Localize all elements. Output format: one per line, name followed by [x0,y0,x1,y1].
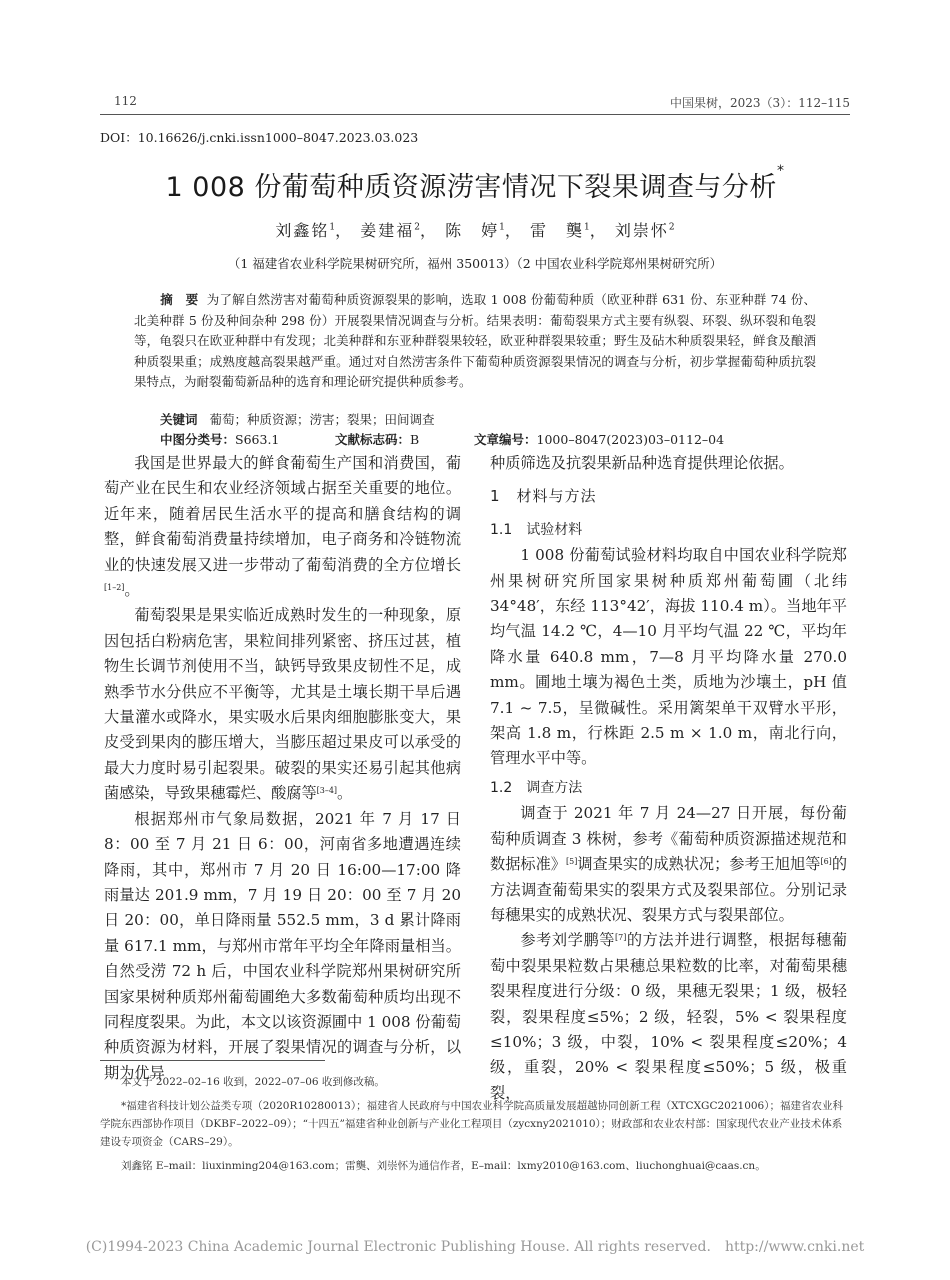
paragraph-text: 的方法并进行调整，根据每穗葡萄中裂果果粒数占果穗总果粒数的比率，对葡萄果穗裂果程度进行分级：0 级，果穗无裂果；1 级，极轻裂，裂果程度≤5%；2 级，轻裂，5% < 裂果程度≤10%；3 级，中裂，10% < 裂果程度≤20%；4 级，重裂，20% < 裂果程度≤50%；5 级，极重裂， [490,931,848,1102]
author: 刘崇怀 [614,221,669,240]
paragraph-text: 根据郑州市气象局数据，2021 年 7 月 17 日 8：00 至 7 月 21 日 6：00，河南省多地遭遇连续降雨，其中，郑州市 7 月 20 日 16:00—17:00 降雨量达 201.9 mm，7 月 19 日 20：00 至 7 月 20 日 20：00，单日降雨量 552.5 mm，3 d 累计降雨量 617.1 mm，与郑州市常年平均全年降雨量相当。自然受涝 72 h 后，中国农业科学院郑州果树研究所国家果树种质郑州葡萄圃绝大多数葡萄种质均出现不同程度裂果。为此，本文以该资源圃中 1 008 份葡萄种质资源为材料，开展了裂果情况的调查与分析，以期为优异 [104,809,461,1082]
author-list [0,218,950,241]
body-right-column [490,451,847,1106]
subsection-heading: 1.1 试验材料 [490,521,583,538]
journal-citation: 中国果树，2023（3）：112–115 [670,96,850,110]
author-affiliation-mark: 1 [499,222,505,233]
body-paragraph [104,451,461,603]
abstract-text: 为了解自然涝害对葡萄种质资源裂果的影响，选取 1 008 份葡萄种质（欧亚种群 631 份、东亚种群 74 份、北美种群 5 份及种间杂种 298 份）开展裂果情况调查与分析。结果表明：葡萄裂果方式主要有纵裂、环裂、纵环裂和龟裂等，龟裂只在欧亚种群中有发现；北美种群和东亚种群裂果较轻，欧亚种群裂果较重；野生及砧木种质裂果轻，鲜食及酿酒种质裂果重；成熟度越高裂果越严重。通过对自然涝害条件下葡萄种质资源裂果情况的调查与分析，初步掌握葡萄种质抗裂果特点，为耐裂葡萄新品种的选育和理论研究提供种质参考。 [134,292,816,389]
paragraph-text: 葡萄裂果是果实临近成熟时发生的一种现象，原因包括白粉病危害，果粒间排列紧密、挤压过甚，植物生长调节剂使用不当，缺钙导致果皮韧性不足，成熟季节水分供应不平衡等，尤其是土壤长期干旱后遇大量灌水或降水，果实吸水后果肉细胞膨胀变大，果皮受到果肉的膨压增大，当膨压超过果皮可以承受的最大力度时易引起裂果。破裂的果实还易引起其他病菌感染，导致果穗霉烂、酸腐等 [104,606,461,803]
citation: [5] [565,857,578,867]
copyright-notice: (C)1994-2023 China Academic Journal Electronic Publishing House. All rights reserved. http://www.cnki.net [85,1239,865,1255]
header-rule [100,114,850,115]
author-separator: ， [420,221,439,240]
body-paragraph: 1 008 份葡萄试验材料均取自中国农业科学院郑州果树研究所国家果树种质郑州葡萄圃（北纬 34°48′，东经 113°42′，海拔 110.4 m）。当地年平均气温 14.2 ℃，4—10 月平均气温 22 ℃，平均年降水量 640.8 mm，7—8 月平均降水量 270.0 mm。圃地土壤为褐色土类，质地为沙壤土，pH 值 7.1 ~ 7.5，呈微碱性。采用篱架单干双臂水平形，架高 1.8 m，行株距 2.5 m × 1.0 m，南北行向，管理水平中等。 [490,546,847,768]
keywords [160,410,434,428]
article-number-label: 文章编号： [474,432,537,447]
keywords-label: 关键词 [160,412,198,427]
footnote-funding: *福建省科技计划公益类专项（2020R10280013）；福建省人民政府与中国农业科学院高质量发展超越协同创新工程（XTCXGC2021006）；福建省农业科学院东西部协作项目（DKBF–2022–09）；“十四五”福建省种业创新与产业化工程项目（zycxny2021010）；财政部和农业农村部：国家现代农业产业技术体系建设专项资金（CARS–29）。 [100,1100,843,1148]
author-affiliation-mark: 1 [329,222,336,233]
document-code [335,430,419,448]
paragraph-text: 的方法调查葡萄果实的裂果方式及裂果部位。分别记录每穗果实的成熟状况、裂果方式与裂果部位。 [490,855,848,924]
author-separator: ， [589,221,608,240]
author: 陈 婷 [445,221,500,240]
author: 刘鑫铭 [275,221,330,240]
body-paragraph: 种质筛选及抗裂果新品种选育提供理论依据。 [490,454,794,472]
paragraph-end: 。 [337,784,353,803]
section-heading: 1 材料与方法 [490,487,597,506]
author-separator: ， [335,221,354,240]
paper-title [0,165,950,204]
clc-number [160,430,279,448]
doc-code-label: 文献标志码： [335,432,411,447]
paragraph-text: 参考刘学鹏等 [520,931,615,950]
citation: [1–2] [104,583,125,593]
doi: DOI：10.16626/j.cnki.issn1000–8047.2023.03.023 [100,130,419,145]
citation: [6] [820,857,832,867]
clc-value: S663.1 [235,432,280,447]
footnote-rule [100,1060,325,1061]
article-number [474,430,724,448]
footnote-contact: 刘鑫铭 E–mail：liuxinming204@163.com；雷龑、刘崇怀为通信作者，E–mail：lxmy2010@163.com、liuchonghuai@caas.cn。 [121,1160,766,1172]
author-affiliation-mark: 1 [584,222,590,233]
doc-code-value: B [410,432,420,447]
keywords-text: 葡萄；种质资源；涝害；裂果；田间调查 [209,412,435,427]
author: 雷 龑 [529,221,584,240]
author-separator: ， [504,221,523,240]
affiliations: （1 福建省农业科学院果树研究所，福州 350013）（2 中国农业科学院郑州果树研究所） [227,256,723,271]
body-left-column [104,451,461,1086]
subsection-heading: 1.2 调查方法 [490,779,583,796]
citation: [7] [614,933,627,943]
article-number-value: 1000–8047(2023)03–0112–04 [536,432,725,447]
body-paragraph [490,801,847,928]
body-paragraph [104,807,461,1086]
author-affiliation-mark: 2 [668,222,675,233]
abstract [134,290,816,393]
citation: [3–4] [316,786,338,796]
body-paragraph [104,603,461,806]
title-footnote-mark: * [776,163,785,179]
footnote-received: 本文于 2022–02–16 收到，2022–07–06 收到修改稿。 [121,1076,385,1088]
page-number: 112 [114,94,137,108]
clc-label: 中图分类号： [160,432,236,447]
footnotes [100,1073,850,1175]
paragraph-end: 。 [124,581,140,600]
author: 姜建福 [360,221,415,240]
paragraph-text: 调查果实的成熟状况；参考王旭旭等 [577,855,821,874]
title-text: 1 008 份葡萄种质资源涝害情况下裂果调查与分析 [165,172,777,203]
abstract-label: 摘 要 [160,292,199,307]
author-affiliation-mark: 2 [414,222,421,233]
paragraph-text: 我国是世界最大的鲜食葡萄生产国和消费国，葡萄产业在民生和农业经济领域占据至关重要的地位。近年来，随着居民生活水平的提高和膳食结构的调整，鲜食葡萄消费量持续增加，电子商务和冷链物流业的快速发展又进一步带动了葡萄消费的全方位增长 [104,454,461,574]
paragraph-text: 调查于 2021 年 7 月 24—27 日开展，每份葡萄种质调查 3 株树，参考《葡萄种质资源描述规范和数据标准》 [490,804,847,874]
